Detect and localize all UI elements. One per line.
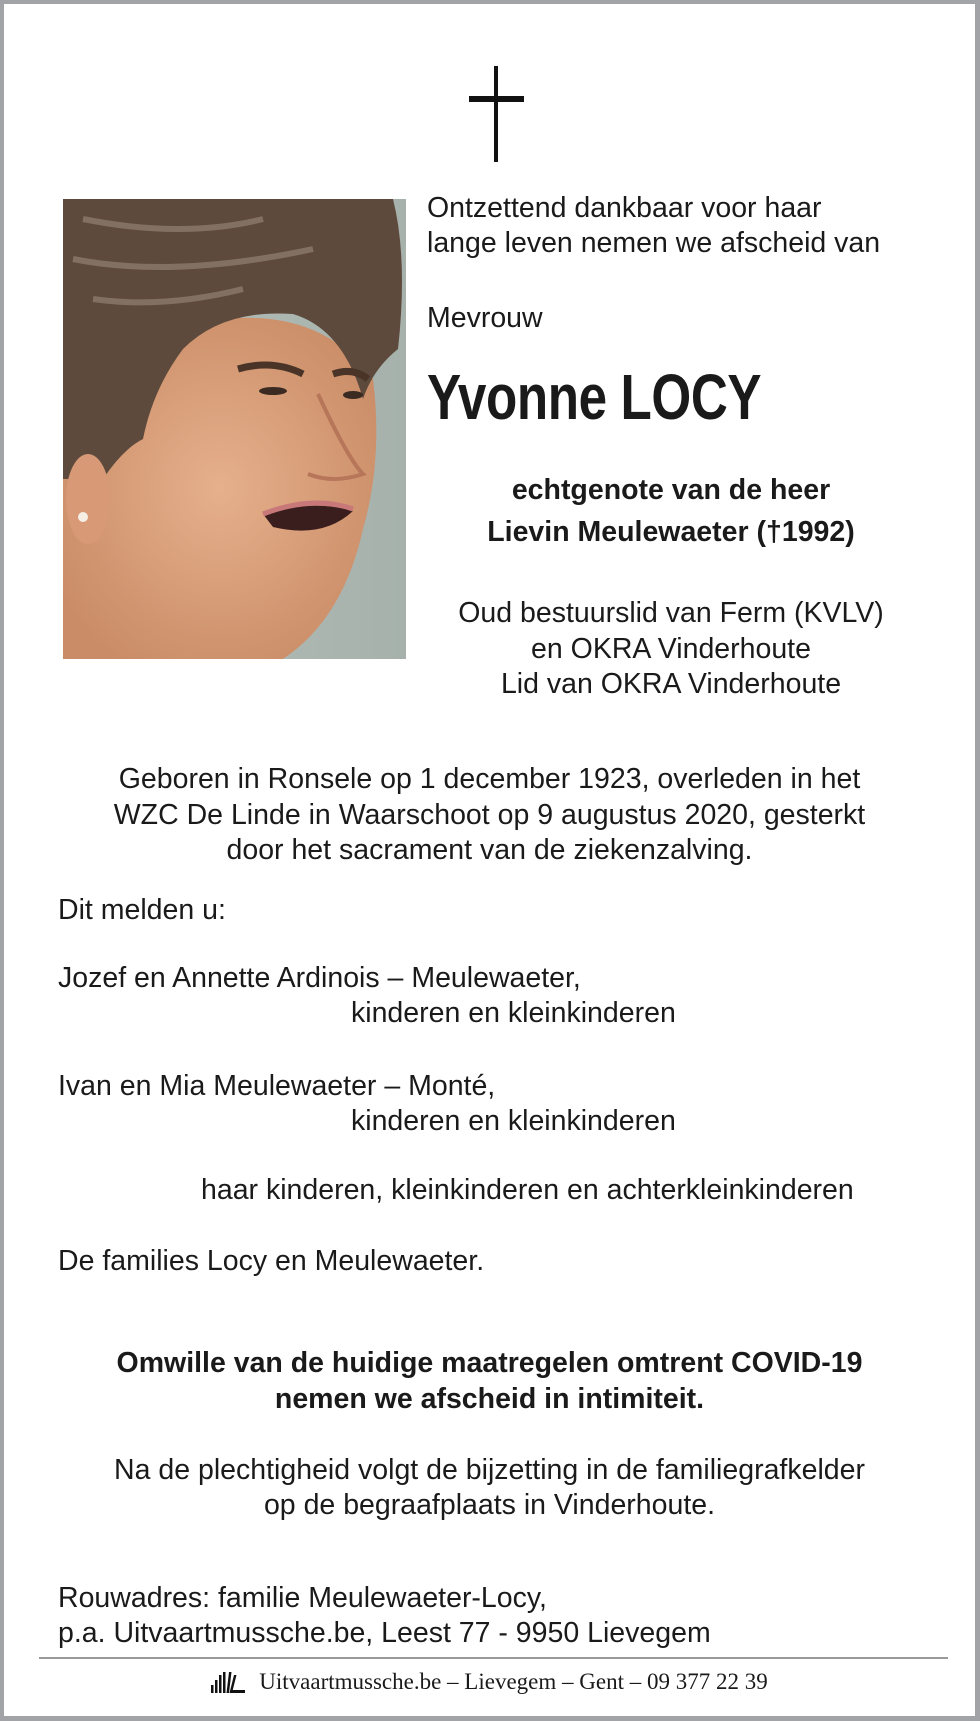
families-line: De families Locy en Meulewaeter.: [58, 1245, 485, 1277]
birth-death-line: WZC De Linde in Waarschoot op 9 augustus 2020, gesterkt: [113, 799, 866, 831]
footer: [4, 1666, 975, 1698]
spouse-line: echtgenote van de heer: [511, 474, 831, 506]
funeral-home-logo-icon: [211, 1671, 245, 1693]
grandchildren-line: haar kinderen, kleinkinderen en achterkleinkinderen: [201, 1174, 854, 1206]
family-relation: kinderen en kleinkinderen: [351, 997, 676, 1029]
obituary-card: [4, 4, 975, 1716]
birth-death-line: door het sacrament van de ziekenzalving.: [226, 834, 753, 866]
burial-line: Na de plechtigheid volgt de bijzetting in de familiegrafkelder: [114, 1454, 865, 1486]
address-line: p.a. Uitvaartmussche.be, Leest 77 - 9950 Lievegem: [58, 1617, 711, 1649]
portrait-photo: [63, 199, 406, 659]
role-line: Lid van OKRA Vinderhoute: [500, 668, 842, 700]
deceased-name: Yvonne LOCY: [427, 361, 762, 433]
birth-death-line: Geboren in Ronsele op 1 december 1923, overleden in het: [118, 763, 861, 795]
title: Mevrouw: [427, 302, 543, 334]
family-names: Ivan en Mia Meulewaeter – Monté,: [58, 1070, 496, 1102]
announcers-intro: Dit melden u:: [58, 894, 226, 926]
burial-line: op de begraafplaats in Vinderhoute.: [263, 1489, 716, 1521]
divider: [39, 1657, 948, 1659]
address-line: Rouwadres: familie Meulewaeter-Locy,: [58, 1582, 547, 1614]
family-relation: kinderen en kleinkinderen: [351, 1105, 676, 1137]
family-names: Jozef en Annette Ardinois – Meulewaeter,: [58, 962, 581, 994]
role-line: en OKRA Vinderhoute: [531, 633, 811, 665]
covid-line: Omwille van de huidige maatregelen omtrent COVID-19: [116, 1347, 863, 1379]
intro-line: lange leven nemen we afscheid van: [427, 227, 881, 259]
intro-line: Ontzettend dankbaar voor haar: [427, 192, 822, 224]
cross-icon: [494, 66, 498, 162]
footer-text: Uitvaartmussche.be – Lievegem – Gent – 09 377 22 39: [259, 1669, 768, 1694]
covid-line: nemen we afscheid in intimiteit.: [274, 1383, 705, 1415]
cross-icon-bar: [469, 96, 524, 102]
spouse-line: Lievin Meulewaeter (†1992): [487, 516, 855, 548]
role-line: Oud bestuurslid van Ferm (KVLV): [458, 597, 884, 629]
